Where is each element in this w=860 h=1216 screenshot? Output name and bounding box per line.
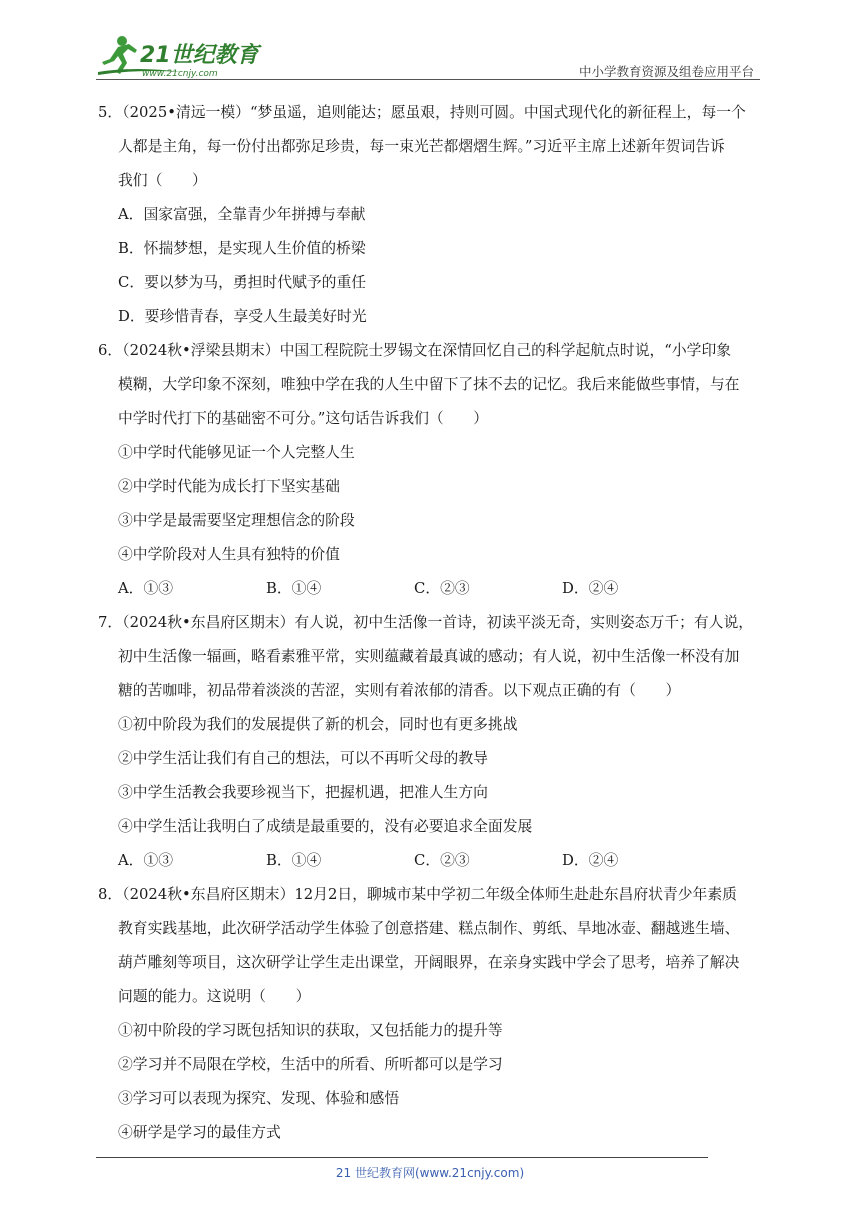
question-stem-line: 教育实践基地，此次研学活动学生体验了创意搭建、糕点制作、剪纸、旱地冰壶、翻越逃生墙、 <box>118 920 740 937</box>
platform-name: 中小学教育资源及组卷应用平台 <box>578 64 754 79</box>
statement-3: ③学习可以表现为探究、发现、体验和感悟 <box>118 1090 400 1107</box>
question-8 <box>98 878 768 1150</box>
option-b[interactable]: B．①④ <box>266 580 322 597</box>
site-logo[interactable] <box>96 32 266 80</box>
statement-4: ④中学生活让我明白了成绩是最重要的，没有必要追求全面发展 <box>118 818 533 835</box>
option-c[interactable]: C．要以梦为马，勇担时代赋予的重任 <box>118 274 367 291</box>
logo-url: www.21cnjy.com <box>142 69 218 79</box>
option-a[interactable]: A．①③ <box>118 852 174 869</box>
option-a[interactable]: A．①③ <box>118 580 174 597</box>
option-d[interactable]: D．要珍惜青春，享受人生最美好时光 <box>118 308 367 325</box>
statement-4: ④中学阶段对人生具有独特的价值 <box>118 546 340 563</box>
option-d[interactable]: D．②④ <box>562 852 619 869</box>
question-stem-line: 模糊，大学印象不深刻，唯独中学在我的人生中留下了抹不去的记忆。我后来能做些事情，与在 <box>118 376 740 393</box>
page-header <box>96 32 756 80</box>
statement-4: ④研学是学习的最佳方式 <box>118 1124 281 1141</box>
footer-divider <box>96 1157 708 1158</box>
option-b[interactable]: B．①④ <box>266 852 322 869</box>
question-stem-line: 6．（2024秋•浮梁县期末）中国工程院院士罗锡文在深情回忆自己的科学起航点时说，“小学印象 <box>98 342 732 359</box>
question-stem-line: 初中生活像一辐画，略看素雅平常，实则蕴藏着最真诚的感动；有人说，初中生活像一杯没有加 <box>118 648 740 665</box>
question-stem-line: 7．（2024秋•东昌府区期末）有人说，初中生活像一首诗，初读平淡无奇，实则姿态万千；有人说， <box>98 614 754 631</box>
question-stem-line: 问题的能力。这说明（ ） <box>118 988 311 1005</box>
option-a[interactable]: A．国家富强，全靠青少年拼搏与奉献 <box>118 206 366 223</box>
option-c[interactable]: C．②③ <box>414 580 470 597</box>
question-stem-line: 葫芦雕刻等项目，这次研学让学生走出课堂，开阔眼界，在亲身实践中学会了思考，培养了解决 <box>118 954 740 971</box>
option-b[interactable]: B．怀揣梦想，是实现人生价值的桥梁 <box>118 240 366 257</box>
question-6 <box>98 334 768 606</box>
question-stem-line: 5．（2025•清远一模）“梦虽遥，追则能达；愿虽艰，持则可圆。中国式现代化的新征程上，每一个 <box>98 104 746 121</box>
logo-text: 21世纪教育 <box>140 43 259 68</box>
question-stem-line: 8．（2024秋•东昌府区期末）12月2日，聊城市某中学初二年级全体师生赴赴东昌府状青少年素质 <box>98 886 737 903</box>
question-5 <box>98 96 768 334</box>
statement-2: ②中学生活让我们有自己的想法，可以不再听父母的教导 <box>118 750 488 767</box>
statement-1: ①初中阶段的学习既包括知识的获取，又包括能力的提升等 <box>118 1022 503 1039</box>
question-stem-line: 糖的苦咖啡，初品带着淡淡的苦涩，实则有着浓郁的清香。以下观点正确的有（ ） <box>118 682 681 699</box>
runner-logo-icon <box>96 32 266 80</box>
question-stem-line: 人都是主角，每一份付出都弥足珍贵，每一束光芒都熠熠生辉。”习近平主席上述新年贺词告诉 <box>118 138 725 155</box>
option-row <box>98 844 768 878</box>
footer-link[interactable]: 21 世纪教育网(www.21cnjy.com) <box>335 1166 525 1180</box>
option-d[interactable]: D．②④ <box>562 580 619 597</box>
question-list <box>98 96 768 1150</box>
statement-2: ②中学时代能为成长打下坚实基础 <box>118 478 340 495</box>
option-c[interactable]: C．②③ <box>414 852 470 869</box>
statement-3: ③中学是最需要坚定理想信念的阶段 <box>118 512 355 529</box>
statement-2: ②学习并不局限在学校，生活中的所看、所听都可以是学习 <box>118 1056 503 1073</box>
statement-1: ①初中阶段为我们的发展提供了新的机会，同时也有更多挑战 <box>118 716 518 733</box>
statement-3: ③中学生活教会我要珍视当下，把握机遇，把准人生方向 <box>118 784 488 801</box>
question-stem-line: 我们（ ） <box>118 172 207 189</box>
question-stem-line: 中学时代打下的基础密不可分。”这句话告诉我们（ ） <box>118 410 489 427</box>
header-divider <box>96 79 760 80</box>
option-row <box>98 572 768 606</box>
statement-1: ①中学时代能够见证一个人完整人生 <box>118 444 355 461</box>
question-7 <box>98 606 768 878</box>
